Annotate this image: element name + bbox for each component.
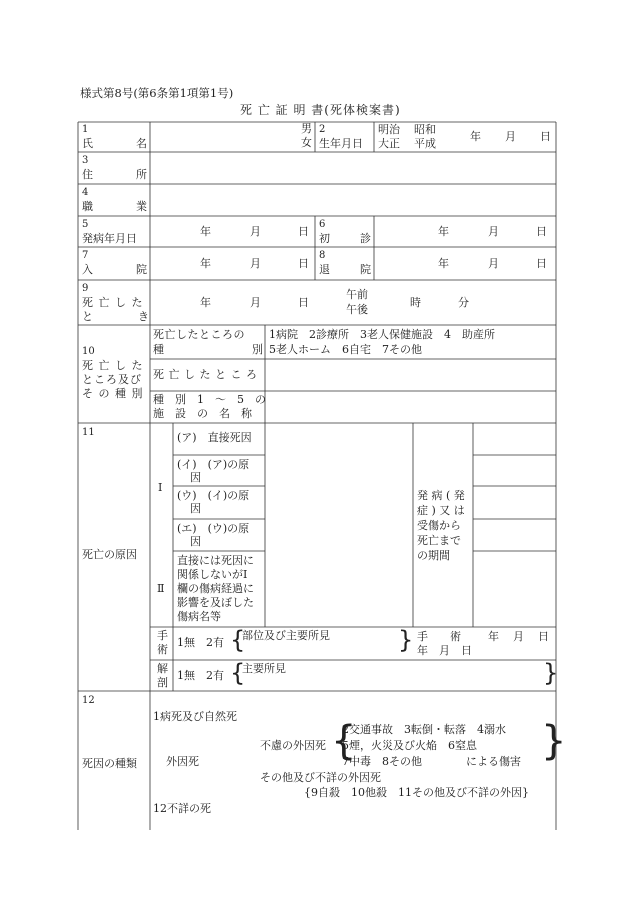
period-label-3: 受傷から: [417, 519, 461, 532]
name-label-a: 氏: [82, 137, 93, 150]
first-visit-label-a: 初: [319, 232, 330, 245]
death-minute: 分: [458, 296, 469, 309]
discharge-month: 月: [488, 257, 499, 270]
dob-number: 2: [319, 124, 326, 135]
row4-number: 4: [82, 187, 89, 198]
surgery-month: 月: [513, 630, 524, 643]
period-label-1: 発 病 ( 発: [417, 489, 465, 502]
onset-date-label: 発病年月日: [82, 232, 137, 245]
admission-label-b: 院: [136, 263, 147, 276]
death-time-label-2: と き: [82, 310, 152, 323]
unknown-death-option: 12不詳の死: [153, 802, 211, 815]
other-external-label: その他及び不詳の外因死: [260, 771, 381, 784]
dob-month: 月: [505, 130, 516, 143]
death-place-label-2: ところ及び: [82, 373, 142, 386]
address-label-a: 住: [82, 168, 93, 181]
autopsy-label-2: 剖: [157, 676, 168, 689]
cause-b-label-1: (イ) (ア)の原: [177, 458, 250, 471]
row3-number: 3: [82, 155, 89, 166]
row12-number: 12: [82, 695, 95, 706]
accidental-brace-right: }: [541, 718, 567, 764]
surgery-date-label-1: 手 術: [417, 630, 461, 643]
surgery-options: 1無 2有: [177, 636, 224, 649]
first-visit-month: 月: [488, 225, 499, 238]
row10-number: 10: [82, 346, 95, 357]
death-hour: 時: [410, 296, 421, 309]
section-two-text-5: 傷病名等: [177, 610, 221, 623]
death-place-label-1: 死 亡 し た: [82, 359, 144, 372]
name-label-b: 名: [136, 137, 147, 150]
place-kind-options-2: 5老人ホーム 6自宅 7その他: [269, 343, 422, 356]
discharge-number: 8: [319, 250, 326, 261]
first-visit-number: 6: [319, 219, 326, 230]
accident-types-2: 5煙，火災及び火焔 6窒息: [342, 739, 477, 752]
admission-label-a: 入: [82, 263, 93, 276]
dob-label: 生年月日: [319, 137, 363, 150]
place-kind-label-2b: 別: [252, 343, 263, 356]
section-one-marker: Ⅰ: [158, 481, 163, 494]
accident-types-1: 2交通事故 3転倒・転落 4溺水: [342, 723, 506, 736]
era-showa: 昭和: [414, 123, 436, 136]
sex-male-label: 男: [301, 122, 312, 135]
section-two-text-4: 影響を及ぼした: [177, 596, 254, 609]
period-label-5: の期間: [417, 549, 450, 562]
era-meiji: 明治: [378, 123, 400, 136]
surgery-label-2: 術: [157, 643, 168, 656]
first-visit-label-b: 診: [360, 232, 371, 245]
place-kind-label-2a: 種: [153, 343, 164, 356]
facility-name-label-2: 施 設 の 名 称: [153, 407, 252, 420]
autopsy-brace-left: {: [230, 659, 246, 687]
period-label-4: 死亡まで: [417, 534, 461, 547]
era-taisho: 大正: [378, 137, 400, 150]
accident-types-3: 7中毒 8その他 による傷害: [342, 755, 521, 768]
form-number: 様式第8号(第6条第1項第1号): [80, 86, 234, 100]
admission-day: 日: [298, 257, 309, 270]
natural-death-option: 1病死及び自然死: [153, 710, 237, 723]
surgery-brace-left: {: [230, 626, 246, 654]
section-two-text-1: 直接には死因に: [177, 554, 254, 567]
death-type-label: 死因の種類: [82, 757, 137, 770]
onset-year: 年: [200, 225, 211, 238]
first-visit-day: 日: [536, 225, 547, 238]
period-label-2: 症 ) 又 は: [417, 504, 465, 517]
section-two-text-3: 欄の傷病経過に: [177, 582, 254, 595]
place-kind-options-1: 1病院 2診療所 3老人保健施設 4 助産所: [269, 328, 495, 341]
external-death-option: 外因死: [166, 755, 199, 768]
dob-year: 年: [470, 130, 481, 143]
section-two-marker: Ⅱ: [157, 582, 165, 595]
row5-number: 5: [82, 219, 89, 230]
death-year: 年: [200, 296, 211, 309]
autopsy-options: 1無 2有: [177, 669, 224, 682]
death-time-label-1: 死 亡 し た: [82, 296, 144, 309]
dob-day: 日: [540, 130, 551, 143]
surgery-findings-label: 部位及び主要所見: [242, 629, 330, 642]
occupation-label-a: 職: [82, 200, 93, 213]
cause-d-label-1: (エ) (ウ)の原: [177, 522, 250, 535]
discharge-day: 日: [536, 257, 547, 270]
row11-number: 11: [82, 427, 95, 438]
autopsy-brace-right: }: [543, 659, 559, 687]
cause-d-label-2: 因: [190, 535, 201, 548]
surgery-year: 年: [488, 630, 499, 643]
cause-a-label: (ア) 直接死因: [177, 431, 252, 444]
surgery-date-label-2: 年 月 日: [417, 644, 472, 657]
first-visit-year: 年: [438, 225, 449, 238]
row7-number: 7: [82, 250, 89, 261]
section-two-text-2: 関係しないがⅠ: [177, 568, 248, 581]
cause-c-label-2: 因: [190, 502, 201, 515]
cause-of-death-label: 死亡の原因: [82, 548, 137, 561]
death-am: 午前: [346, 288, 368, 301]
death-place-field-label: 死 亡 し た と こ ろ: [153, 368, 258, 381]
facility-name-label-1: 種 別 1 ～ 5 の: [153, 393, 266, 406]
discharge-label-b: 院: [360, 263, 371, 276]
sex-female-label: 女: [301, 136, 312, 149]
autopsy-findings-label: 主要所見: [242, 662, 286, 675]
row9-number: 9: [82, 283, 89, 294]
place-kind-label-1: 死亡したところの: [153, 328, 245, 341]
row1-number: 1: [82, 124, 89, 135]
cause-c-label-1: (ウ) (イ)の原: [177, 489, 250, 502]
accidental-death-label: 不慮の外因死: [260, 739, 326, 752]
occupation-label-b: 業: [136, 200, 147, 213]
discharge-year: 年: [438, 257, 449, 270]
autopsy-label-1: 解: [157, 662, 168, 675]
onset-month: 月: [250, 225, 261, 238]
death-pm: 午後: [346, 303, 368, 316]
cause-b-label-2: 因: [190, 471, 201, 484]
form-title: 死 亡 証 明 書(死体検案書): [240, 103, 401, 117]
era-heisei: 平成: [414, 137, 436, 150]
death-month: 月: [250, 296, 261, 309]
surgery-day: 日: [538, 630, 549, 643]
address-label-b: 所: [136, 168, 147, 181]
accidental-brace-left: {: [331, 718, 357, 764]
death-place-label-3: そ の 種 別: [82, 387, 144, 400]
death-day: 日: [298, 296, 309, 309]
discharge-label-a: 退: [319, 263, 330, 276]
admission-month: 月: [250, 257, 261, 270]
surgery-brace-right: }: [398, 626, 414, 654]
surgery-label-1: 手: [157, 629, 168, 642]
other-external-list: {9自殺 10他殺 11その他及び不詳の外因}: [304, 786, 529, 799]
onset-day: 日: [298, 225, 309, 238]
admission-year: 年: [200, 257, 211, 270]
